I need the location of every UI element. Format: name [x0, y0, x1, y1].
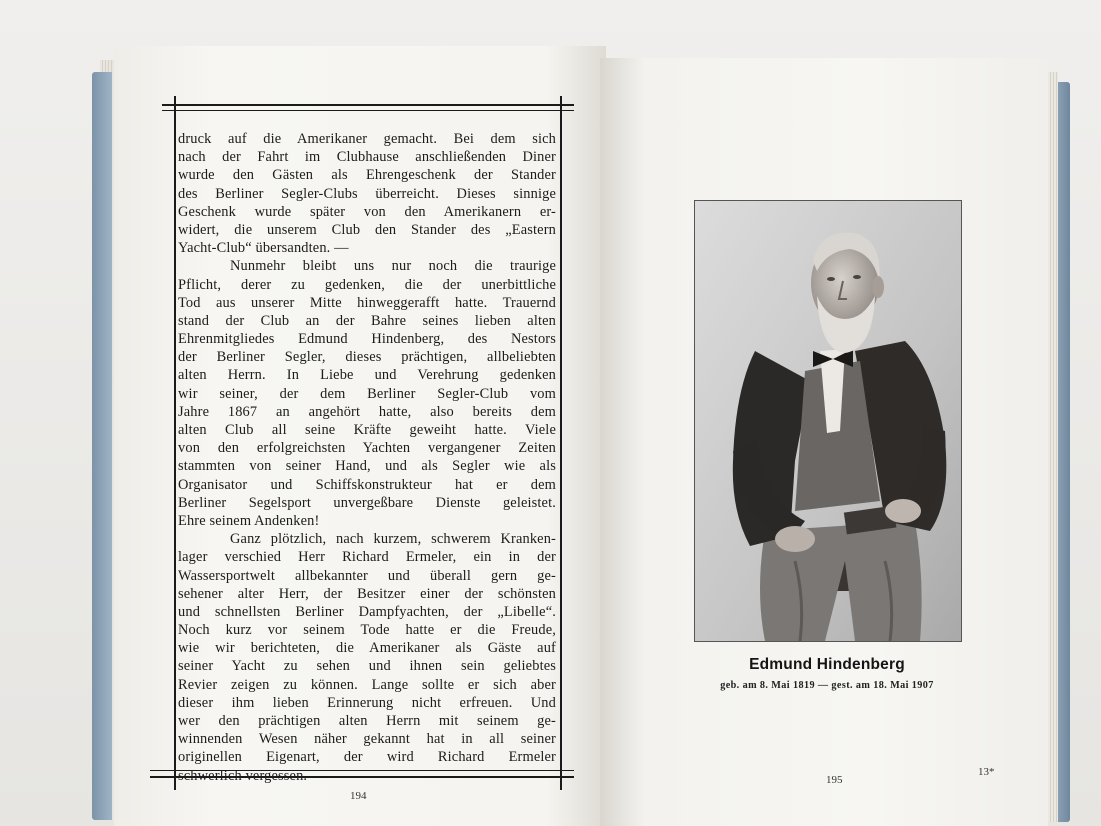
text-line: schwerlich vergessen. [178, 767, 308, 784]
portrait-photo [694, 200, 962, 642]
text-line: wie wir berichteten, die Amerikaner als Gäste auf [178, 640, 556, 657]
text-line: nach der Fahrt im Clubhause anschließenden Diner [178, 149, 556, 166]
text-line: der Berliner Segler, dieses prächtigen, allbeliebten [178, 349, 556, 366]
text-line: Ganz plötzlich, nach kurzem, schwerem Kranken- [230, 531, 556, 548]
text-line: druck auf die Amerikaner gemacht. Bei dem sich [178, 131, 556, 147]
text-line: Jahre 1867 an angehört hatte, also bereits dem [178, 403, 556, 420]
text-line: seiner Yacht zu sehen und ihnen sein geliebtes [178, 658, 556, 675]
article-text [178, 130, 556, 784]
text-line: und schnellsten Berliner Dampfyachten, der „Libelle“. [178, 603, 556, 620]
text-line: wurde den Gästen als Ehrengeschenk der Stander [178, 167, 556, 184]
text-line: stammten von seiner Hand, und als Segler wie als [178, 458, 556, 475]
text-line: des Berliner Segler-Clubs überreicht. Dieses sinnige [178, 185, 556, 202]
page-number-right: 195 [826, 774, 843, 786]
text-line: Ehre seinem Andenken! [178, 512, 320, 529]
text-line: Berliner Segelsport unvergeßbare Dienste geleistet. [178, 494, 556, 511]
text-line: wer den prächtigen alten Herrn mit seinem ge- [178, 713, 556, 729]
text-line: dieser ihm lieben Erinnerung nicht erfreuen. Und [178, 694, 556, 711]
text-line: Geschenk wurde später von den Amerikanern er- [178, 203, 556, 220]
book-cover-left [92, 72, 112, 820]
text-line: originellen Eigenart, der wird Richard Ermeler [178, 749, 556, 766]
text-line: alten Herrn. In Liebe und Verehrung gedenken [178, 367, 556, 384]
text-line: winnenden Wesen näher gekannt hat in all seiner [178, 731, 556, 748]
text-line: Ehrenmitgliedes Edmund Hindenberg, des Nestors [178, 331, 556, 348]
text-line: stand der Club an der Bahre seines lieben alten [178, 312, 556, 329]
signature-mark: 13* [978, 766, 995, 778]
portrait-illustration [695, 201, 961, 641]
text-line: Revier zeigen zu können. Lange sollte er sich aber [178, 676, 556, 693]
portrait-caption-dates: geb. am 8. Mai 1819 — gest. am 18. Mai 1907 [720, 680, 934, 691]
text-line: Yacht-Club“ übersandten. — [178, 240, 349, 257]
text-line: Organisator und Schiffskonstrukteur hat er dem [178, 476, 556, 493]
page-number-left: 194 [350, 790, 367, 802]
text-line: Wassersportwelt allbekannter und überall gern ge- [178, 567, 556, 584]
text-line: Nunmehr bleibt uns nur noch die traurige [230, 258, 556, 275]
text-line: von den erfolgreichsten Yachten vergangener Zeiten [178, 440, 556, 457]
text-line: Pflicht, derer zu gedenken, die der unerbittliche [178, 276, 556, 293]
text-line: alten Club all seine Kräfte geweiht hatte. Viele [178, 422, 556, 438]
text-line: widert, die unserem Club den Stander des „Eastern [178, 221, 556, 238]
portrait-caption-name: Edmund Hindenberg [749, 656, 905, 673]
text-line: lager verschied Herr Richard Ermeler, ein in der [178, 549, 556, 566]
text-line: Tod aus unserer Mitte hinweggerafft hatte. Trauernd [178, 294, 556, 311]
text-line: sehener alter Herr, der Besitzer einer der schönsten [178, 585, 556, 602]
text-line: wir seiner, der dem Berliner Segler-Club vom [178, 385, 556, 402]
text-line: Noch kurz vor seinem Tode hatte er die Freude, [178, 622, 556, 639]
